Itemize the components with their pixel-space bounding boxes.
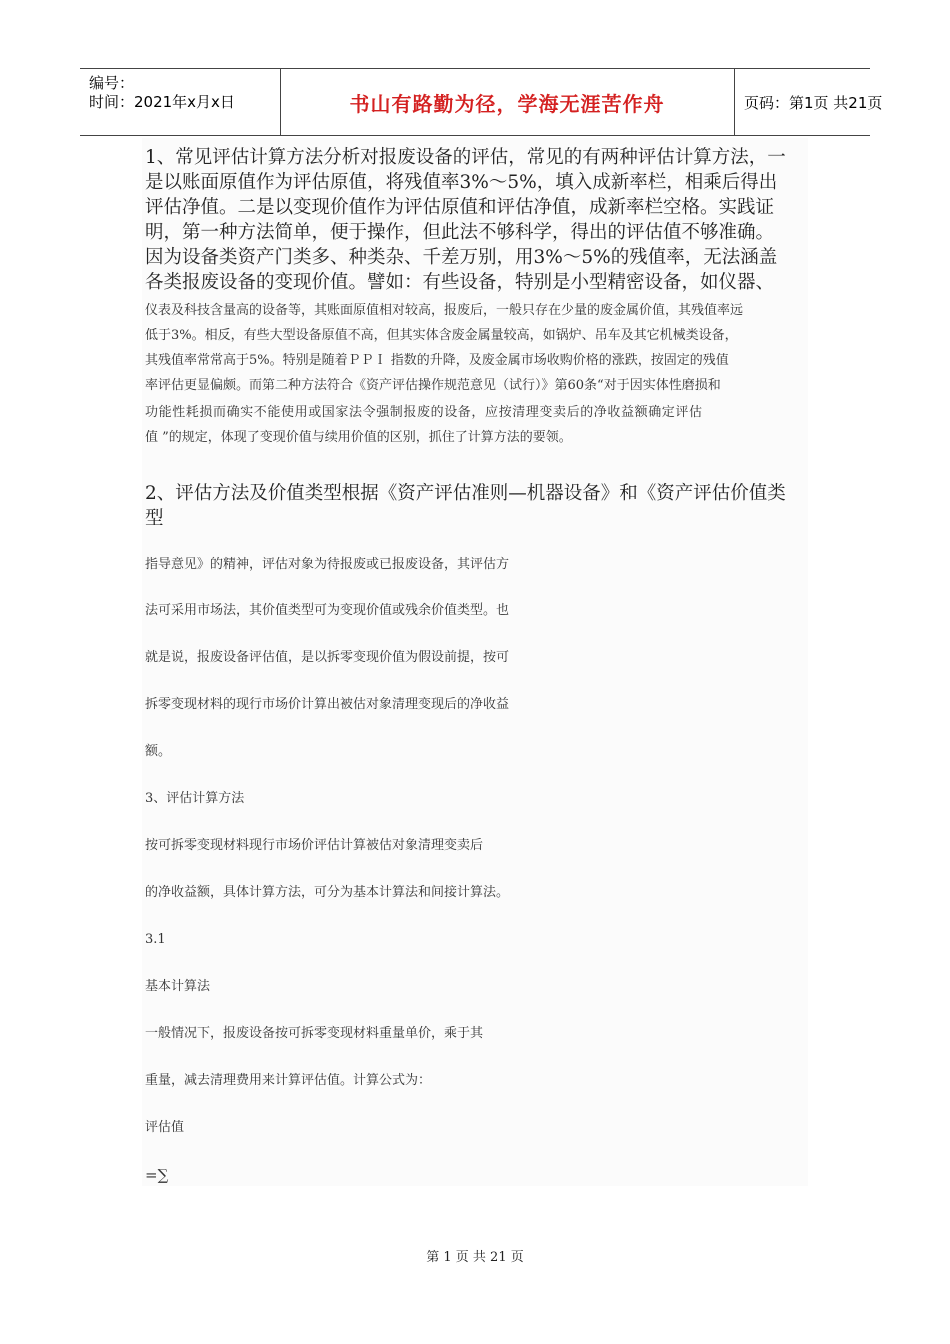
- paragraph-line: 因为设备类资产门类多、种类杂、千差万别，用3%～5%的残值率，无法涵盖: [145, 247, 778, 268]
- paragraph-line: 拆零变现材料的现行市场价计算出被估对象清理变现后的净收益: [145, 697, 510, 712]
- subsection-title: 基本计算法: [145, 979, 211, 994]
- header-meta: [80, 69, 281, 135]
- header-page-info: 页码：第1页 共21页: [744, 93, 883, 112]
- paragraph-line: 1、常见评估计算方法分析对报废设备的评估，常见的有两种评估计算方法，一: [145, 147, 786, 168]
- paragraph-line: 是以账面原值作为评估原值，将残值率3%～5%，填入成新率栏，相乘后得出: [145, 172, 778, 193]
- paragraph-line: 指导意见》的精神，评估对象为待报废或已报废设备，其评估方: [145, 557, 510, 572]
- page-header: [80, 68, 883, 136]
- paragraph-line: 率评估更显偏颇。而第二种方法符合《资产评估操作规范意见（试行）》第60条“对于因实体性磨损和: [145, 378, 721, 393]
- paragraph-line: 功能性耗损而确实不能使用或国家法令强制报废的设备，应按清理变卖后的净收益额确定评估: [145, 405, 703, 420]
- paragraph-line: 额。: [145, 744, 172, 759]
- paragraph-line: 评估净值。二是以变现价值作为评估原值和评估净值，成新率栏空格。实践证: [145, 197, 775, 218]
- section-heading: 2、评估方法及价值类型根据《资产评估准则—机器设备》和《资产评估价值类: [145, 483, 786, 504]
- formula-label: 评估值: [145, 1120, 185, 1135]
- paragraph-line: 低于3%。相反，有些大型设备原值不高，但其实体含废金属量较高，如锅炉、吊车及其它机械类设备，: [145, 328, 738, 343]
- formula-start: =∑: [145, 1166, 169, 1184]
- page-footer: 第 1 页 共 21 页: [426, 1250, 524, 1265]
- paragraph-line: 按可拆零变现材料现行市场价评估计算被估对象清理变卖后: [145, 838, 484, 853]
- paragraph-line: 其残值率常常高于5%。特别是随着ＰＰＩ 指数的升降，及废金属市场收购价格的涨跌，按固定的残值: [145, 353, 729, 368]
- paragraph-line: 明，第一种方法简单，便于操作，但此法不够科学，得出的评估值不够准确。: [145, 222, 775, 243]
- paragraph-line: 的净收益额，具体计算方法，可分为基本计算法和间接计算法。: [145, 885, 510, 900]
- paragraph-line: 值 ”的规定，体现了变现价值与续用价值的区别，抓住了计算方法的要领。: [145, 430, 572, 445]
- document-time-label: 时间：2021年x月x日: [89, 93, 235, 111]
- paragraph-line: 仪表及科技含量高的设备等，其账面原值相对较高，报废后，一般只存在少量的废金属价值，其残值率远: [145, 303, 744, 318]
- paragraph-line: 各类报废设备的变现价值。譬如：有些设备，特别是小型精密设备，如仪器、: [145, 272, 775, 293]
- section-heading: 型: [145, 508, 164, 529]
- paragraph-line: 法可采用市场法，其价值类型可为变现价值或残余价值类型。也: [145, 603, 510, 618]
- header-motto: 书山有路勤为径，学海无涯苦作舟: [280, 69, 735, 135]
- subsection-number: 3.1: [145, 932, 166, 947]
- paragraph-line: 重量，减去清理费用来计算评估值。计算公式为：: [145, 1073, 432, 1088]
- paragraph-line: 就是说，报废设备评估值，是以拆零变现价值为假设前提，按可: [145, 650, 510, 665]
- section-heading: 3、评估计算方法: [145, 791, 245, 806]
- document-number-label: 编号：: [89, 74, 135, 92]
- paragraph-line: 一般情况下，报废设备按可拆零变现材料重量单价，乘于其: [145, 1026, 484, 1041]
